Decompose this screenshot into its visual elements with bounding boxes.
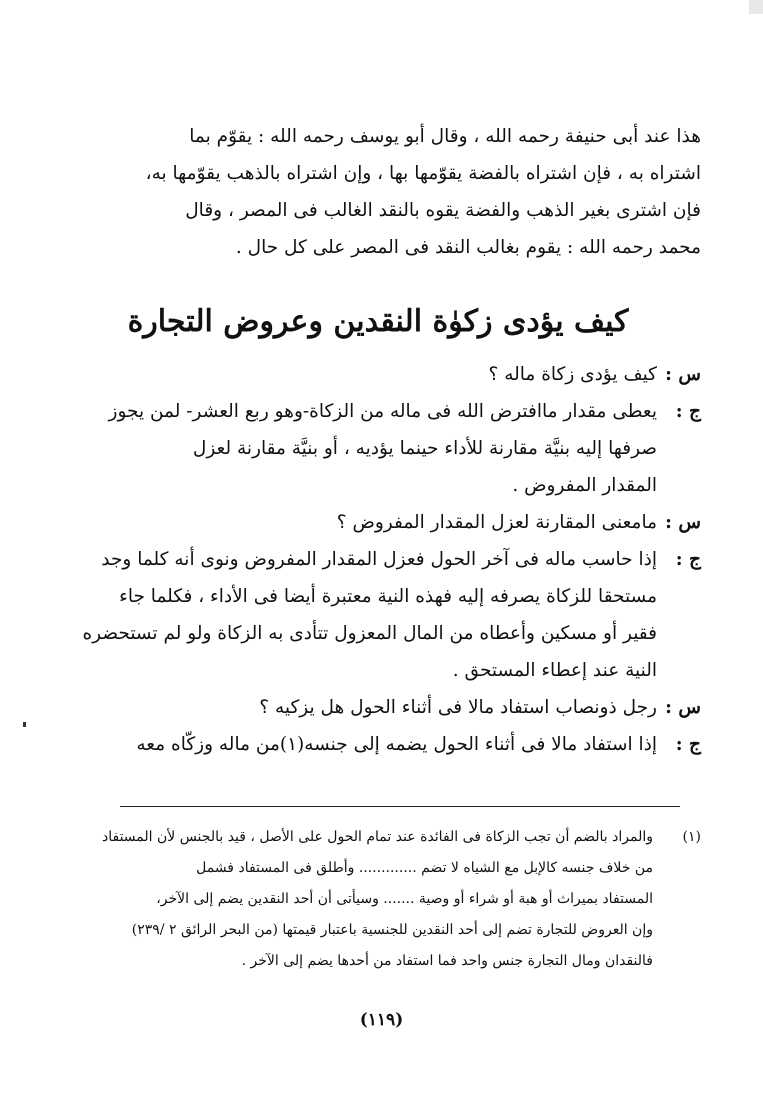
intro-paragraph (59, 118, 701, 266)
answer-line: المقدار المفروض . (512, 475, 657, 496)
answer (51, 726, 701, 763)
answer (51, 541, 701, 689)
margin-speck (23, 722, 26, 727)
qa-section (51, 356, 701, 763)
intro-line: فإن اشترى بغير الذهب والفضة يقوه بالنقد الغالب فى المصر ، وقال (185, 200, 701, 221)
corner-shade (749, 0, 763, 14)
answer-line: فقير أو مسكين وأعطاه من المال المعزول تتأدى به الزكاة ولو لم تستحضره (82, 623, 657, 644)
footnote-line: من خلاف جنسه كالإبل مع الشياه لا تضم ............. وأطلق فى المستفاد فشمل (196, 860, 653, 876)
page-number: (١١٩) (359, 1010, 404, 1030)
answer-line: إذا استفاد مالا فى أثناء الحول يضمه إلى جنسه(١)من ماله وزكّاه معه (136, 734, 657, 755)
footnote-line: وإن العروض للتجارة تضم إلى أحد النقدين للجنسية باعتبار قيمتها (من البحر الرائق ٢ /٢٣٩) (131, 922, 653, 938)
question-marker: س : (665, 697, 701, 718)
footnote-line: فالنقدان ومال التجارة جنس واحد فما استفاد من أحدها يضم إلى الآخر . (241, 953, 653, 969)
answer-line: صرفها إليه بنيَّة مقارنة للأداء حينما يؤديه ، أو بنيَّة مقارنة لعزل (192, 438, 657, 459)
footnote-number: (١) (682, 829, 701, 845)
question (51, 504, 701, 541)
answer-marker: ج : (675, 734, 701, 755)
question-text: مامعنى المقارنة لعزل المقدار المفروض ؟ (336, 512, 657, 533)
footnote (51, 822, 701, 977)
question-marker: س : (665, 512, 701, 533)
intro-line: محمد رحمه الله : يقوم بغالب النقد فى المصر على كل حال . (235, 237, 701, 258)
answer-line: مستحقا للزكاة يصرفه إليه فهذه النية معتبرة أيضا فى الأداء ، فكلما جاء (119, 586, 657, 607)
footnote-line: المستفاد بميراث أو هبة أو شراء أو وصية ....... وسيأتى أن أحد النقدين يضم إلى الآخر، (156, 891, 653, 907)
intro-line: هذا عند أبى حنيفة رحمه الله ، وقال أبو يوسف رحمه الله : يقوّم بما (189, 126, 701, 147)
question (51, 689, 701, 726)
answer-line: النية عند إعطاء المستحق . (452, 660, 657, 681)
question-text: كيف يؤدى زكاة ماله ؟ (488, 364, 657, 385)
answer-marker: ج : (675, 549, 701, 570)
answer-line: إذا حاسب ماله فى آخر الحول فعزل المقدار المفروض ونوى أنه كلما وجد (101, 549, 657, 570)
question (51, 356, 701, 393)
section-heading: كيف يؤدى زكوٰة النقدين وعروض التجارة (127, 304, 629, 339)
intro-line: اشتراه به ، فإن اشتراه بالفضة يقوّمها بها ، وإن اشتراه بالذهب يقوّمها به، (145, 163, 701, 184)
footnote-divider (120, 806, 680, 807)
question-text: رجل ذونصاب استفاد مالا فى أثناء الحول هل يزكيه ؟ (259, 697, 657, 718)
answer-line: يعطى مقدار ماافترض الله فى ماله من الزكاة-وهو ربع العشر- لمن يجوز (108, 401, 657, 422)
answer (51, 393, 701, 504)
question-marker: س : (665, 364, 701, 385)
footnote-line: والمراد بالضم أن تجب الزكاة فى الفائدة عند تمام الحول على الأصل ، قيد بالجنس لأن المستفاد (102, 829, 653, 845)
answer-marker: ج : (675, 401, 701, 422)
